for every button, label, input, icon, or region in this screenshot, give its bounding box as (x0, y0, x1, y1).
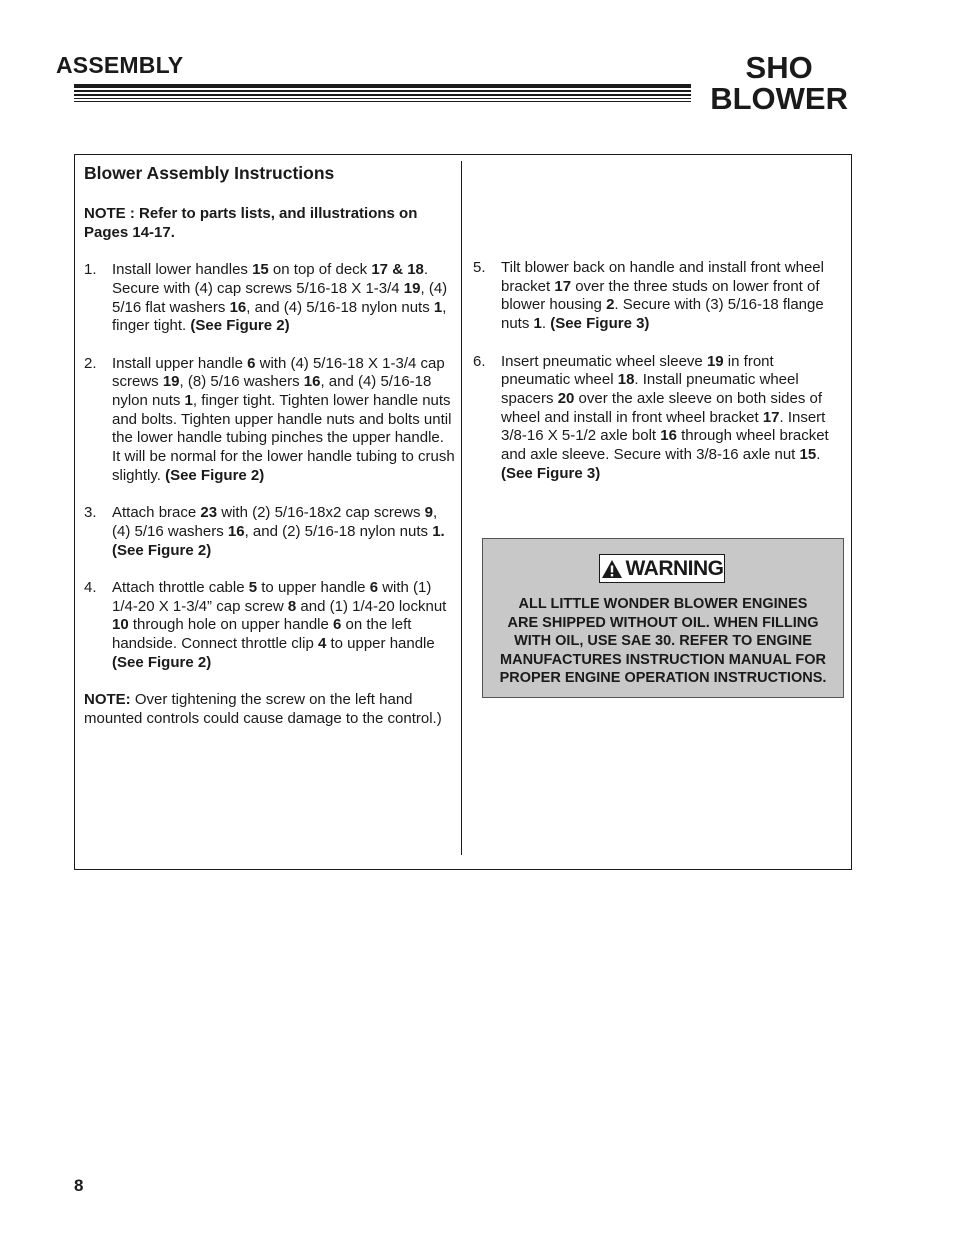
header-rule (74, 90, 691, 92)
step-item (84, 355, 456, 486)
column-divider (461, 161, 462, 855)
step-text-run: with (1) 1/4-20 X 1-3/4” cap screw (112, 579, 432, 615)
step-number: 2. (84, 354, 97, 372)
step-number: 4. (84, 579, 97, 596)
step-text-run: 18 (617, 371, 635, 389)
step-text-run: 15 (252, 261, 269, 279)
step-text-run: with (4) 5/16-18 X 1-3/4 cap screws (112, 354, 445, 391)
step-text-run: through hole on upper handle (128, 616, 334, 634)
step-text-run: , finger tight. Tighten lower handle nuts and bolts. Tighten upper handle nuts and bolts until the lower handle tubing pinches the upper handle. It will be normal for the lower handle tubing to crush slightly. (112, 392, 455, 484)
warning-line: WITH OIL, USE SAE 30. REFER TO ENGINE (514, 633, 812, 650)
header-rule (74, 94, 691, 96)
step-text-run: 19 (706, 352, 724, 370)
step-text (501, 353, 843, 484)
step-text-run: 19 (162, 373, 180, 391)
step-text-run: , (8) 5/16 washers (179, 373, 304, 391)
step-item (84, 579, 456, 673)
step-item (84, 261, 456, 336)
step-text-run: , finger tight. (112, 298, 447, 335)
step-text-run: 17 (762, 408, 780, 426)
step-item (84, 504, 456, 560)
warning-box (482, 538, 844, 698)
step-text-run: (See Figure 2) (190, 317, 290, 335)
step-text-run: . (816, 446, 821, 464)
step-text-run: 17 (554, 277, 572, 295)
step-text-run: on top of deck (268, 261, 372, 279)
step-text-run: to upper handle (257, 579, 370, 596)
step-text-run: (See Figure 3) (550, 315, 650, 333)
step-item (473, 259, 843, 334)
step-number: 1. (84, 261, 97, 279)
step-text-run: 1 (433, 298, 443, 316)
warning-line: ARE SHIPPED WITHOUT OIL. WHEN FILLING (507, 614, 819, 631)
step-text-run: 19 (403, 279, 421, 297)
step-text-run: 10 (112, 616, 129, 634)
footnote-label: NOTE: (84, 691, 131, 709)
step-text-run: . Secure with (4) cap screws 5/16-18 X 1-3/4 (112, 261, 429, 297)
right-column (473, 259, 843, 502)
step-text-run: 8 (287, 597, 297, 615)
step-text-run: over the three studs on lower front of blower housing (501, 277, 820, 314)
step-text-run: 15 (799, 446, 817, 464)
step-number: 6. (473, 352, 486, 370)
step-text-run: 6 (369, 579, 379, 596)
step-text-run: , and (4) 5/16-18 nylon nuts (112, 373, 432, 409)
step-text-run: on the left handside. Connect throttle clip (112, 616, 412, 653)
step-text-run: (See Figure 3) (501, 464, 601, 482)
step-text-run: with (2) 5/16-18x2 cap screws (217, 504, 425, 522)
step-text-run: Attach brace (112, 504, 201, 522)
parts-reference-note (84, 205, 456, 242)
warning-triangle-icon (601, 559, 623, 579)
step-text-run: 23 (200, 504, 218, 522)
warning-label-text: WARNING (625, 556, 724, 580)
warning-label (599, 554, 725, 583)
step-text (501, 259, 843, 334)
step-text (112, 579, 456, 673)
product-title-line2: BLOWER (710, 81, 848, 116)
step-text-run: , (4) 5/16 washers (112, 504, 438, 540)
step-text-run: Install upper handle (112, 354, 248, 372)
warning-line: MANUFACTURES INSTRUCTION MANUAL FOR (500, 651, 826, 668)
step-text (112, 504, 456, 560)
step-number: 5. (473, 259, 486, 276)
product-title (710, 52, 848, 114)
step-text-run: . Secure with (3) 5/16-18 flange nuts (501, 296, 824, 333)
left-column (84, 162, 456, 729)
step-text-run: in front pneumatic wheel (501, 352, 774, 389)
step-text-run: 17 & 18 (371, 261, 424, 279)
warning-line: PROPER ENGINE OPERATION INSTRUCTIONS. (499, 670, 827, 687)
step-text-run: 2 (606, 296, 615, 314)
step-text (112, 355, 456, 486)
step-text-run: and (1) 1/4-20 locknut (296, 597, 447, 615)
step-text-run: (See Figure 2) (165, 466, 265, 484)
header-rule (74, 101, 691, 102)
step-text-run: 1 (533, 315, 542, 333)
step-text-run: 16 (303, 373, 321, 391)
warning-line: ALL LITTLE WONDER BLOWER ENGINES (518, 596, 808, 612)
note-bold-text: NOTE : Refer to parts lists, and illustrations on Pages 14-17 (84, 205, 418, 241)
step-text-run: . Insert 3/8-16 X 5-1/2 axle bolt (501, 408, 826, 445)
step-text-run: 16 (660, 427, 677, 445)
header-rule (74, 98, 691, 99)
step-text-run: over the axle sleeve on both sides of wheel and install in front wheel bracket (501, 389, 823, 426)
step-text-run: 5 (248, 579, 258, 596)
step-text (112, 261, 456, 336)
step-text-run: (See Figure 2) (112, 653, 212, 671)
step-text-run: . (541, 315, 551, 333)
step-text-run: 20 (557, 389, 575, 407)
page-number: 8 (74, 1176, 84, 1195)
step-number: 3. (84, 504, 97, 522)
step-text-run: Install lower handles (112, 261, 253, 279)
section-title: ASSEMBLY (56, 52, 184, 78)
step-text-run: 9 (424, 504, 434, 522)
header-rule (74, 84, 691, 88)
product-title-line1: SHO (745, 50, 813, 85)
step-text-run: 4 (317, 635, 327, 653)
step-text-run: Tilt blower back on handle and install front wheel bracket (501, 259, 824, 295)
step-text-run: . Install pneumatic wheel spacers (501, 371, 799, 407)
step-text-run: , (4) 5/16 flat washers (112, 279, 448, 316)
step-text-run: 6 (333, 616, 342, 634)
step-text-run: to upper handle (326, 635, 435, 653)
step-text-run: , and (4) 5/16-18 nylon nuts (246, 298, 434, 316)
step-item (473, 353, 843, 484)
step-text-run: , and (2) 5/16-18 nylon nuts (244, 522, 433, 540)
step-text-run: Attach throttle cable (112, 579, 249, 596)
step-text-run: 1 (184, 392, 193, 409)
footnote-text: Over tightening the screw on the left hand mounted controls could cause damage to the control.) (84, 691, 442, 727)
over-tightening-note (84, 691, 456, 728)
step-text-run: through wheel bracket and axle sleeve. Secure with 3/8-16 axle nut (501, 427, 829, 464)
step-text-run: Insert pneumatic wheel sleeve (501, 352, 707, 370)
warning-text (483, 595, 843, 688)
step-text-run: 6 (247, 354, 256, 372)
note-tail: . (170, 223, 175, 241)
instructions-heading: Blower Assembly Instructions (84, 163, 335, 183)
step-text-run: 16 (229, 298, 247, 316)
step-text-run: 16 (227, 522, 245, 540)
step-text-run: 1. (See Figure 2) (112, 522, 445, 559)
